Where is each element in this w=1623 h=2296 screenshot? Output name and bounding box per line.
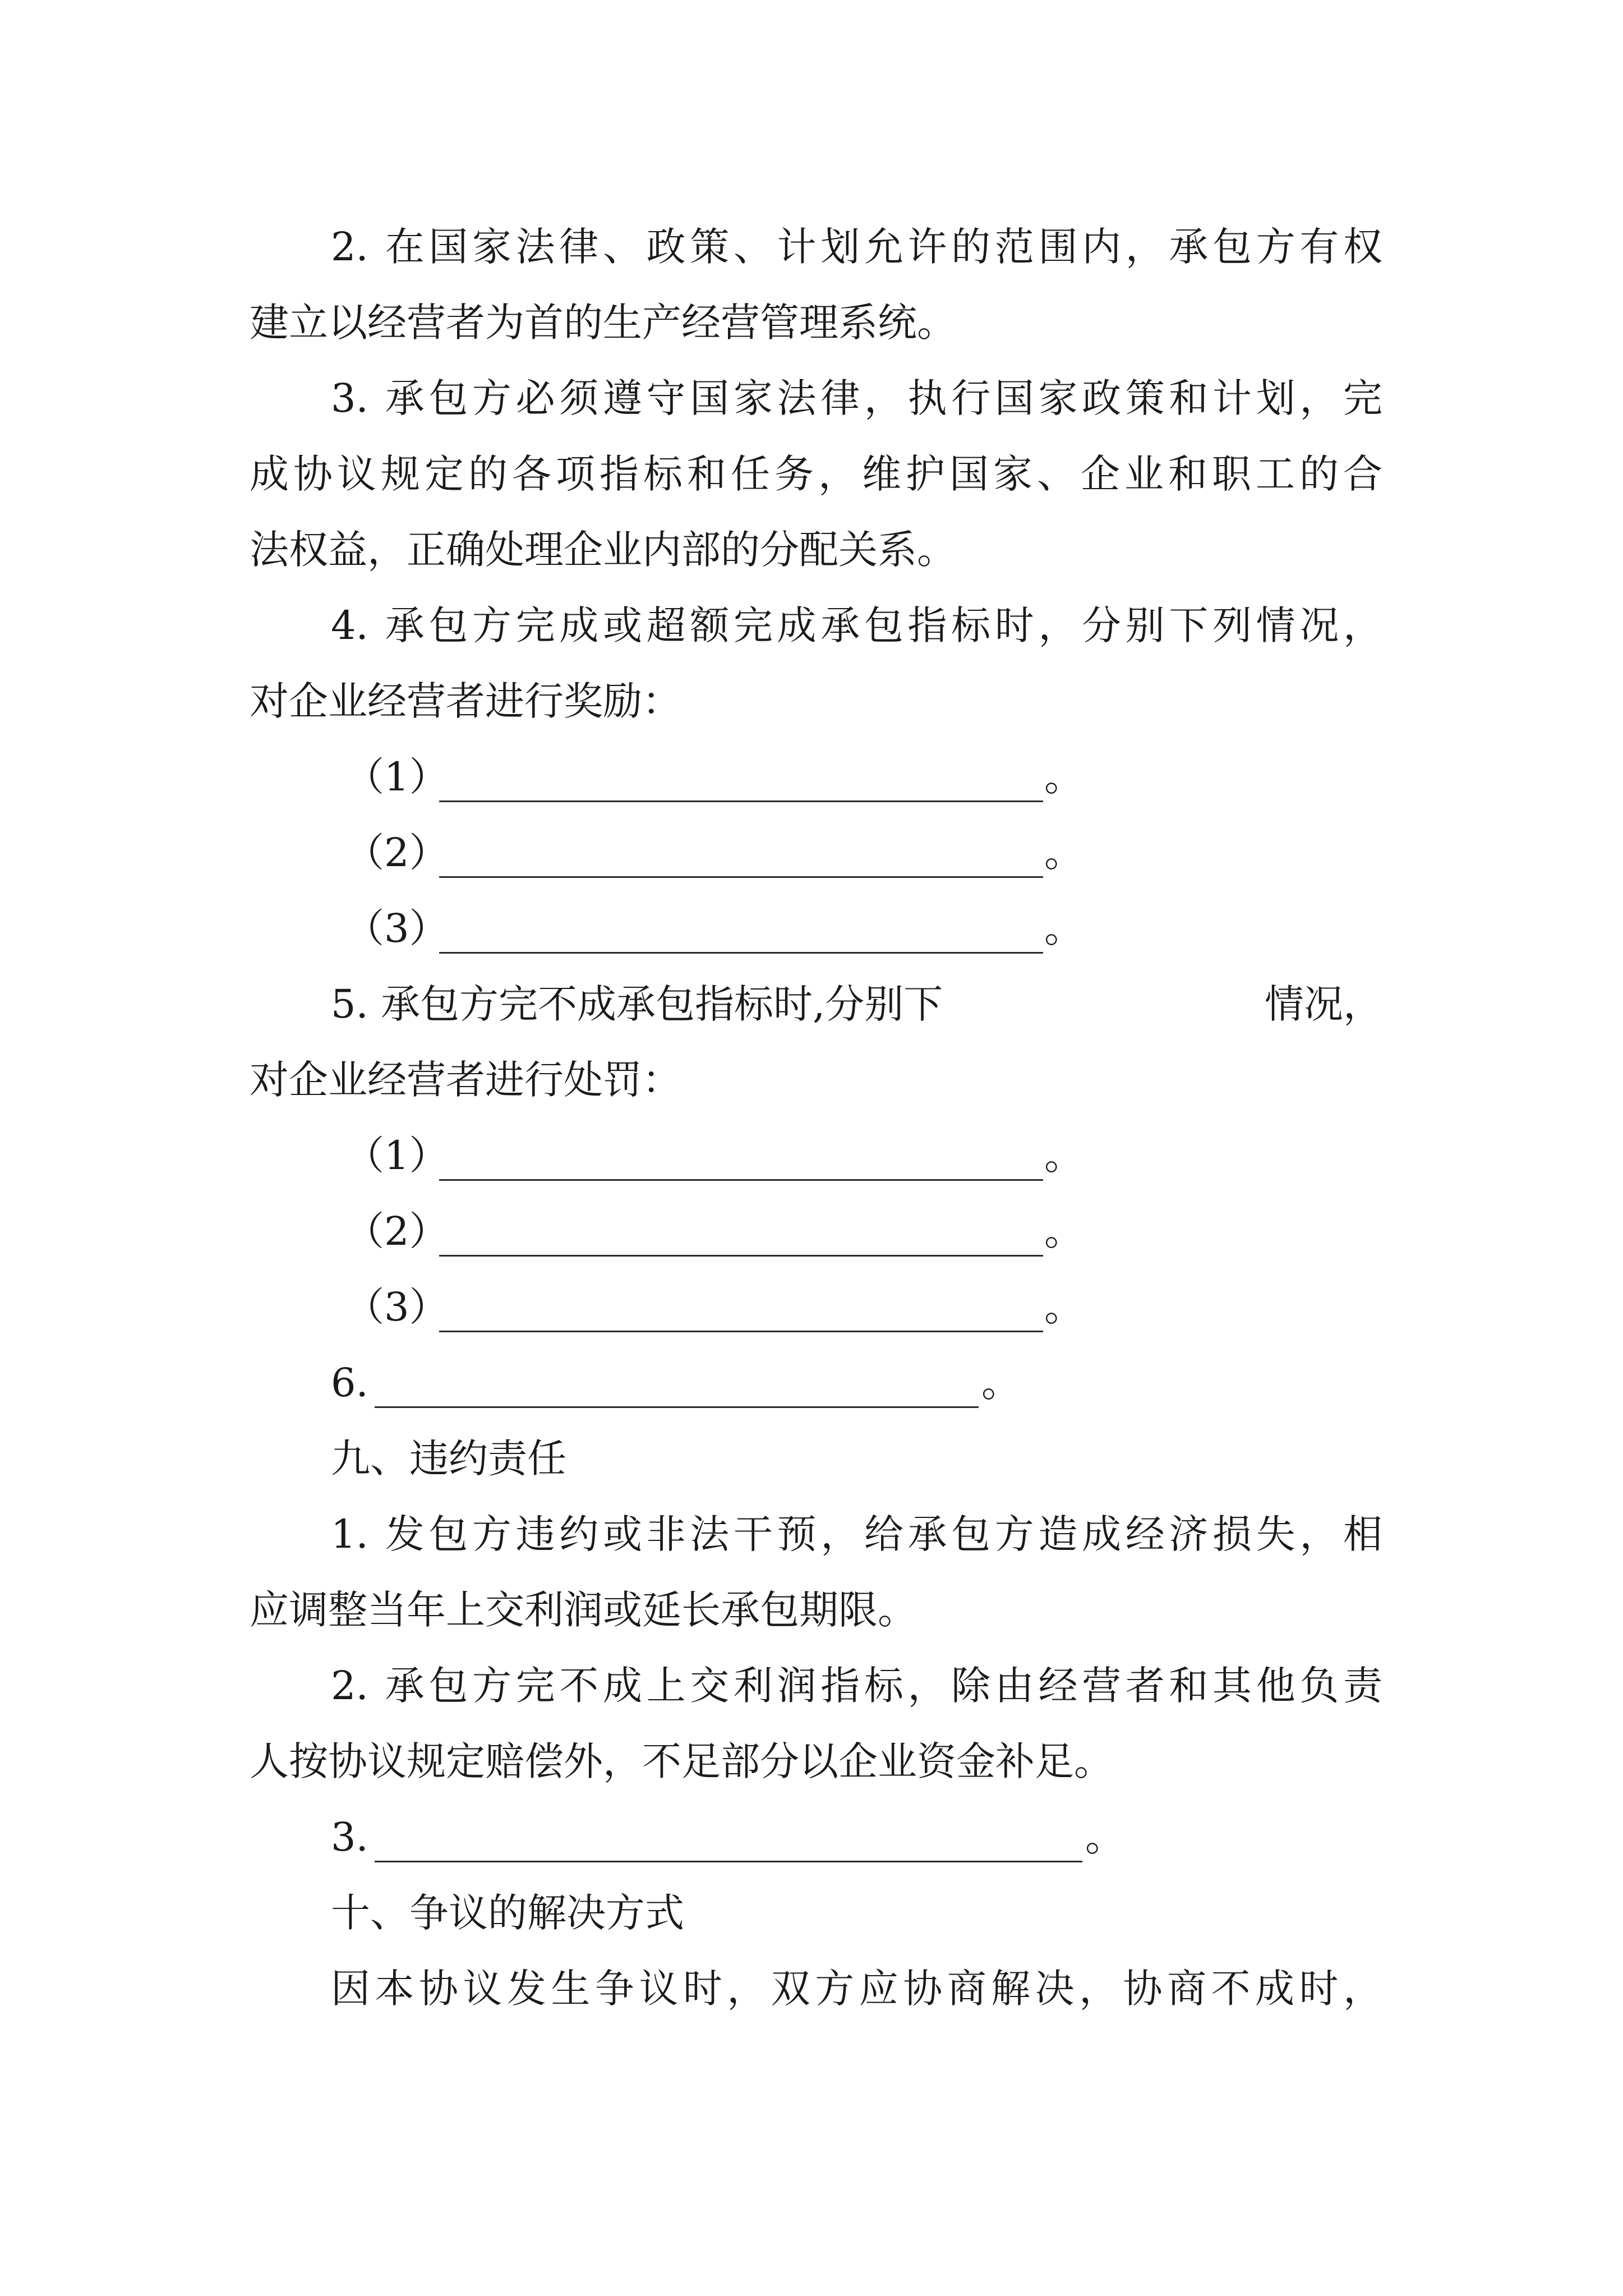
- paragraph-5-line-2: [0, 1041, 1623, 1119]
- reward-item-3-end: 。: [1044, 905, 1083, 951]
- reward-item-2-blank[interactable]: [439, 813, 1043, 892]
- reward-item-1-blank[interactable]: [439, 738, 1043, 816]
- section-10-heading: 十、争议的解决方式: [331, 1890, 684, 1936]
- reward-item-2-label: （2）: [345, 830, 449, 876]
- section-9-item-3-label: 3.: [331, 1814, 368, 1860]
- reward-item-3: [0, 889, 1623, 968]
- section-9-p2-text-2: 人按协议规定赔偿外，不足部分以企业资金补足。: [250, 1738, 1113, 1784]
- section-9-p2-text-1: 2. 承包方完不成上交利润指标，除由经营者和其他负责: [331, 1663, 1382, 1709]
- reward-item-3-label: （3）: [345, 905, 449, 951]
- section-9-p1-text-2: 应调整当年上交利润或延长承包期限。: [250, 1587, 917, 1633]
- section-10-heading-line: [0, 1874, 1623, 1952]
- paragraph-2-text-1: 2. 在国家法律、政策、计划允许的范围内，承包方有权: [331, 224, 1382, 270]
- paragraph-3-text-1: 3. 承包方必须遵守国家法律，执行国家政策和计划，完: [331, 375, 1382, 421]
- section-9-heading-line: [0, 1419, 1623, 1498]
- penalty-item-2-end: 。: [1044, 1208, 1083, 1254]
- section-9-item-3-end: 。: [1085, 1814, 1124, 1860]
- paragraph-4-line-1: [0, 586, 1623, 665]
- paragraph-5-line-1: [0, 965, 1623, 1043]
- reward-item-1: [0, 738, 1623, 816]
- paragraph-3-line-1: [0, 359, 1623, 438]
- paragraph-4-text-2: 对企业经营者进行奖励：: [250, 678, 681, 724]
- paragraph-3-text-3: 法权益，正确处理企业内部的分配关系。: [250, 527, 956, 573]
- section-9-p2-line-2: [0, 1722, 1623, 1801]
- paragraph-3-line-2: [0, 435, 1623, 513]
- paragraph-2-line-1: [0, 208, 1623, 286]
- penalty-item-3-label: （3）: [345, 1284, 449, 1330]
- penalty-item-3-end: 。: [1044, 1284, 1083, 1330]
- section-9-item-3: [0, 1798, 1623, 1876]
- penalty-item-3-blank[interactable]: [439, 1268, 1043, 1346]
- penalty-item-2: [0, 1192, 1623, 1271]
- paragraph-3-text-2: 成协议规定的各项指标和任务，维护国家、企业和职工的合: [250, 451, 1382, 497]
- section-10-p1-line-1: [0, 1949, 1623, 2028]
- paragraph-5-text-2: 对企业经营者进行处罚：: [250, 1057, 681, 1103]
- penalty-item-1-end: 。: [1044, 1133, 1083, 1179]
- paragraph-2-line-2: [0, 283, 1623, 362]
- section-9-p1-text-1: 1. 发包方违约或非法干预，给承包方造成经济损失，相: [331, 1511, 1382, 1557]
- reward-item-1-end: 。: [1044, 754, 1083, 800]
- penalty-item-2-blank[interactable]: [439, 1192, 1043, 1271]
- section-9-heading: 九、违约责任: [331, 1435, 566, 1481]
- reward-item-2: [0, 813, 1623, 892]
- paragraph-4-text-1: 4. 承包方完成或超额完成承包指标时，分别下列情况，: [331, 602, 1382, 648]
- section-9-p1-line-2: [0, 1571, 1623, 1649]
- item-6-label: 6.: [331, 1360, 368, 1406]
- penalty-item-3: [0, 1268, 1623, 1346]
- penalty-item-2-label: （2）: [345, 1208, 449, 1254]
- section-10-p1-text-1: 因本协议发生争议时，双方应协商解决，协商不成时，: [331, 1966, 1382, 2012]
- section-9-item-3-blank[interactable]: [375, 1798, 1082, 1876]
- section-9-p1-line-1: [0, 1495, 1623, 1573]
- item-6-blank[interactable]: [375, 1343, 979, 1422]
- reward-item-2-end: 。: [1044, 830, 1083, 876]
- paragraph-4-line-2: [0, 662, 1623, 740]
- reward-item-3-blank[interactable]: [439, 889, 1043, 968]
- item-6-end: 。: [981, 1360, 1021, 1406]
- paragraph-5-text-end: 情况，: [1265, 981, 1382, 1027]
- penalty-item-1: [0, 1116, 1623, 1195]
- penalty-item-1-blank[interactable]: [439, 1116, 1043, 1195]
- reward-item-1-label: （1）: [345, 754, 449, 800]
- item-6: [0, 1343, 1623, 1422]
- paragraph-3-line-3: [0, 510, 1623, 589]
- paragraph-2-text-2: 建立以经营者为首的生产经营管理系统。: [250, 300, 956, 346]
- paragraph-5-text-start: 5. 承包方完不成承包指标时,分别下: [331, 981, 943, 1027]
- section-9-p2-line-1: [0, 1646, 1623, 1725]
- penalty-item-1-label: （1）: [345, 1133, 449, 1179]
